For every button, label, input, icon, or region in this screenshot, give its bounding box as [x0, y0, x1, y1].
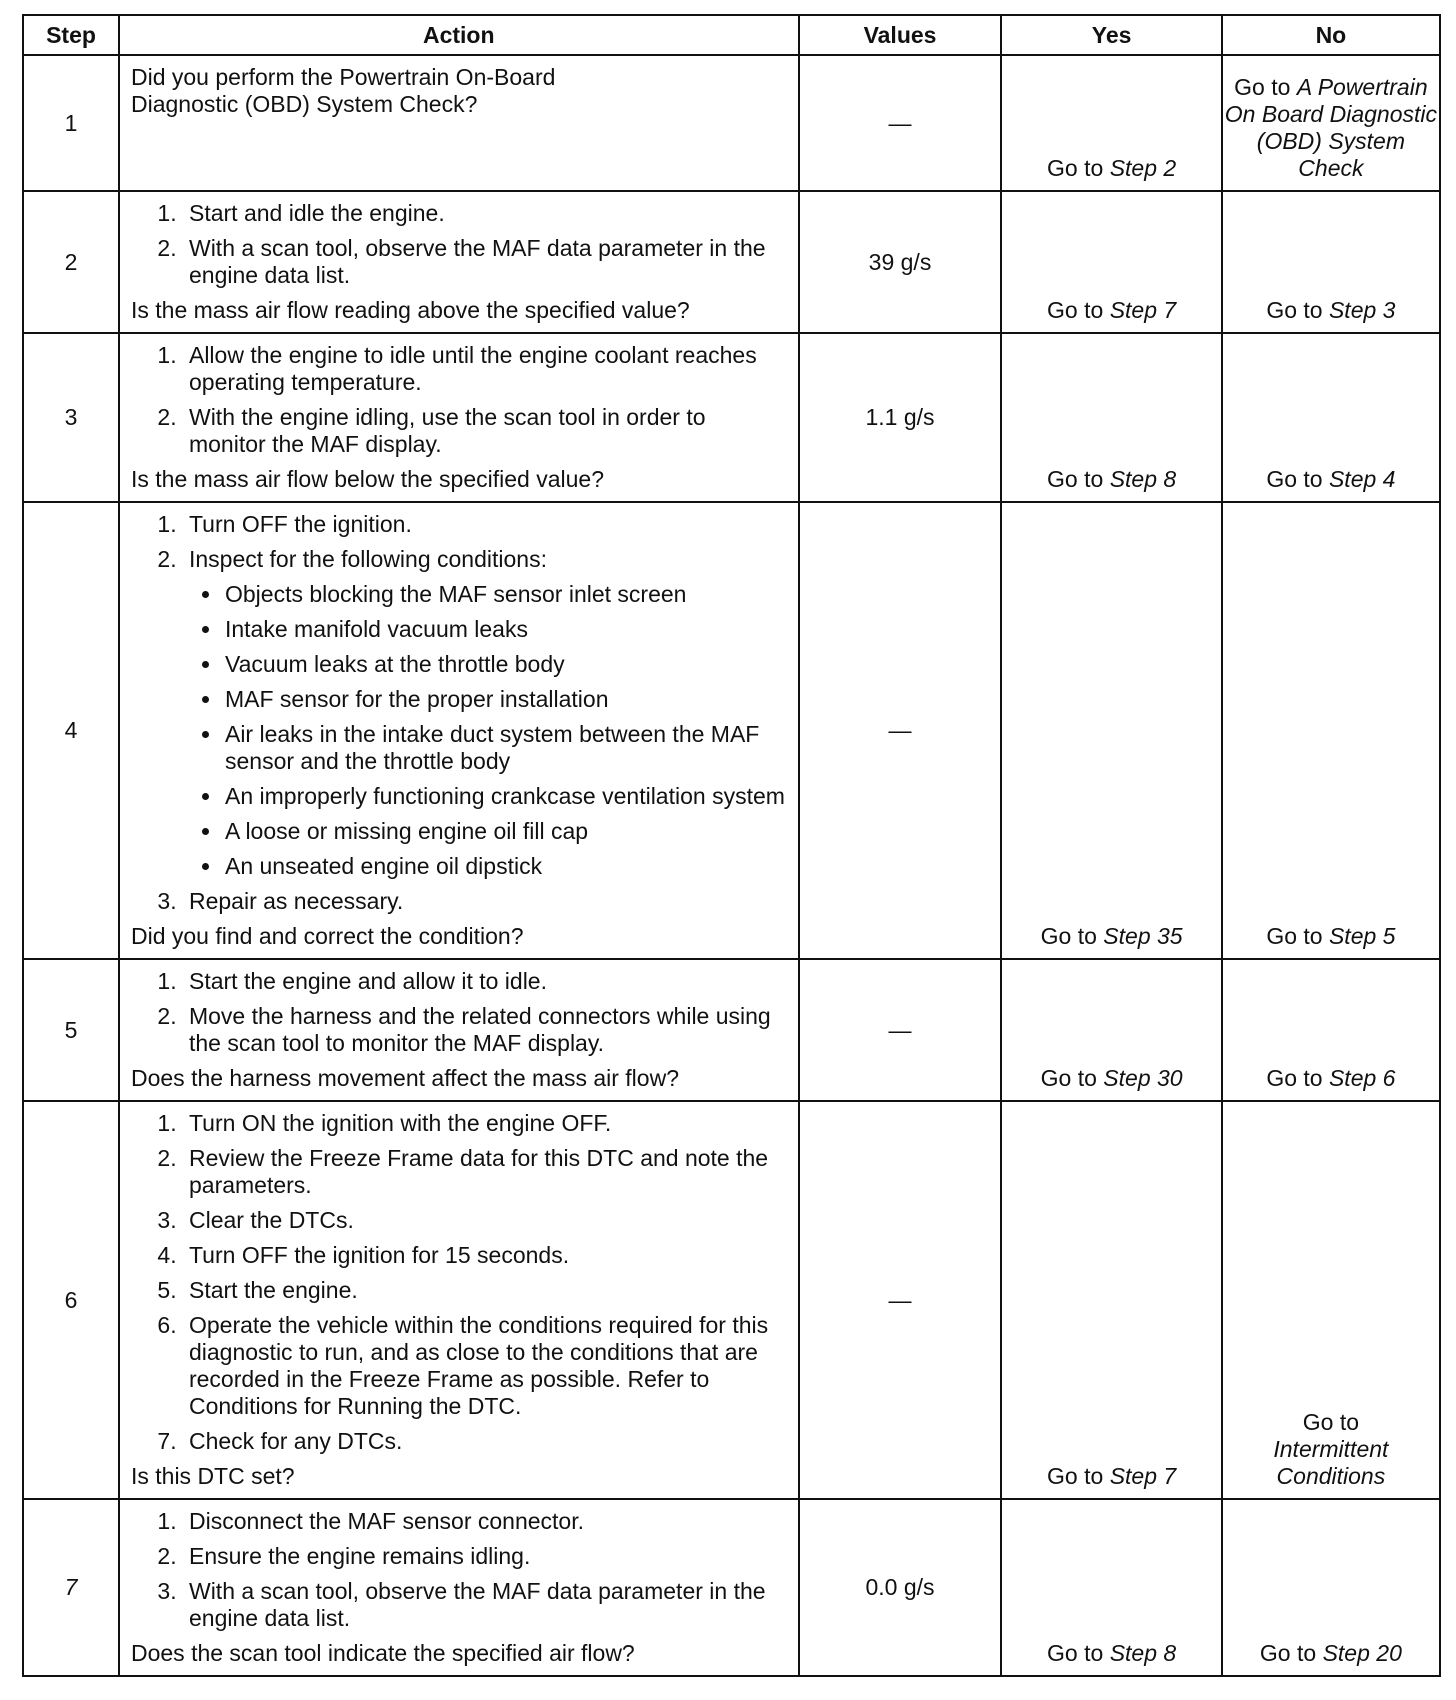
value-cell: — — [799, 55, 1002, 191]
yes-cell — [1001, 191, 1221, 333]
no-cell — [1222, 959, 1440, 1101]
header-action: Action — [119, 15, 799, 55]
action-step — [183, 546, 786, 880]
action-cell — [119, 502, 799, 959]
condition-item: • Vacuum leaks at the throttle body — [223, 651, 786, 678]
action-steps — [131, 1508, 786, 1632]
action-cell — [119, 333, 799, 502]
action-step: 1. Start the engine and allow it to idle. — [183, 968, 786, 995]
condition-item: • Intake manifold vacuum leaks — [223, 616, 786, 643]
action-step: 7. Check for any DTCs. — [183, 1428, 786, 1455]
table-row — [23, 1101, 1440, 1499]
no-cell — [1222, 333, 1440, 502]
action-step: 1. Turn OFF the ignition. — [183, 511, 786, 538]
yes-link[interactable]: Step 7 — [1109, 297, 1177, 323]
yes-cell — [1001, 502, 1221, 959]
table-row — [23, 55, 1440, 191]
action-cell — [119, 1499, 799, 1676]
go-to-text: Go to — [1047, 466, 1104, 492]
action-steps — [131, 1110, 786, 1455]
action-step: 2. Move the harness and the related connectors while using the scan tool to monitor the MAF display. — [183, 1003, 786, 1057]
action-step: 2. With the engine idling, use the scan tool in order to monitor the MAF display. — [183, 404, 786, 458]
condition-item: • Objects blocking the MAF sensor inlet screen — [223, 581, 786, 608]
yes-link[interactable]: Step 35 — [1103, 923, 1183, 949]
action-step: 1. Disconnect the MAF sensor connector. — [183, 1508, 786, 1535]
value-cell: 0.0 g/s — [799, 1499, 1002, 1676]
header-values: Values — [799, 15, 1002, 55]
yes-link[interactable]: Step 8 — [1109, 1640, 1177, 1666]
condition-list — [189, 581, 786, 880]
condition-item: • Air leaks in the intake duct system between the MAF sensor and the throttle body — [223, 721, 786, 775]
step-number: 2 — [23, 191, 119, 333]
yes-link[interactable]: Step 8 — [1109, 466, 1177, 492]
header-step: Step — [23, 15, 119, 55]
go-to-text: Go to — [1047, 297, 1104, 323]
action-step: 3. Clear the DTCs. — [183, 1207, 786, 1234]
action-step: 3. Repair as necessary. — [183, 888, 786, 915]
no-link[interactable]: Step 5 — [1328, 923, 1396, 949]
yes-cell — [1001, 959, 1221, 1101]
action-step: 1. Turn ON the ignition with the engine OFF. — [183, 1110, 786, 1137]
action-step: 4. Turn OFF the ignition for 15 seconds. — [183, 1242, 786, 1269]
yes-cell — [1001, 333, 1221, 502]
action-steps — [131, 342, 786, 458]
step-number: 5 — [23, 959, 119, 1101]
action-step-text: Inspect for the following conditions: — [188, 546, 547, 572]
condition-item: • A loose or missing engine oil fill cap — [223, 818, 786, 845]
action-step: 3. With a scan tool, observe the MAF data parameter in the engine data list. — [183, 1578, 786, 1632]
value-cell: — — [799, 1101, 1002, 1499]
go-to-text: Go to — [1040, 923, 1097, 949]
step-number: 1 — [23, 55, 119, 191]
action-steps — [131, 511, 786, 915]
action-cell — [119, 55, 799, 191]
step-number: 7 — [23, 1499, 119, 1676]
action-cell — [119, 1101, 799, 1499]
no-link[interactable]: Intermittent Conditions — [1273, 1436, 1389, 1489]
yes-link[interactable]: Step 2 — [1109, 155, 1177, 181]
no-link[interactable]: Step 20 — [1322, 1640, 1402, 1666]
table-row — [23, 191, 1440, 333]
header-row — [23, 15, 1440, 55]
yes-cell — [1001, 1499, 1221, 1676]
yes-cell — [1001, 55, 1221, 191]
go-to-text: Go to — [1266, 923, 1323, 949]
go-to-text: Go to — [1259, 1640, 1317, 1666]
action-question: Is the mass air flow below the specified value? — [130, 466, 605, 492]
table-row — [23, 959, 1440, 1101]
action-step: 5. Start the engine. — [183, 1277, 786, 1304]
header-no: No — [1222, 15, 1440, 55]
go-to-text: Go to — [1047, 1640, 1104, 1666]
no-link[interactable]: Step 6 — [1328, 1065, 1396, 1091]
action-step: 1. Start and idle the engine. — [183, 200, 786, 227]
action-step: 2. Review the Freeze Frame data for this DTC and note the parameters. — [183, 1145, 786, 1199]
action-question: Is this DTC set? — [130, 1463, 295, 1489]
condition-item: • An improperly functioning crankcase ventilation system — [223, 783, 786, 810]
action-step: 2. With a scan tool, observe the MAF data parameter in the engine data list. — [183, 235, 786, 289]
no-link[interactable]: Step 4 — [1328, 466, 1396, 492]
action-question: Does the scan tool indicate the specified air flow? — [130, 1640, 635, 1666]
value-cell: 1.1 g/s — [799, 333, 1002, 502]
go-to-text: Go to — [1302, 1409, 1360, 1435]
condition-item: • An unseated engine oil dipstick — [223, 853, 786, 880]
go-to-text: Go to — [1040, 1065, 1097, 1091]
no-link[interactable]: Step 3 — [1328, 297, 1396, 323]
action-question: Does the harness movement affect the mass air flow? — [130, 1065, 679, 1091]
no-cell — [1222, 1101, 1440, 1499]
yes-link[interactable]: Step 7 — [1109, 1463, 1177, 1489]
no-cell — [1222, 1499, 1440, 1676]
action-step: 2. Ensure the engine remains idling. — [183, 1543, 786, 1570]
action-steps — [131, 200, 786, 289]
step-number: 3 — [23, 333, 119, 502]
table-row — [23, 1499, 1440, 1676]
no-link[interactable]: A Powertrain On Board Diagnostic (OBD) System Check — [1224, 74, 1438, 181]
table-row — [23, 333, 1440, 502]
no-cell — [1222, 55, 1440, 191]
value-cell: 39 g/s — [799, 191, 1002, 333]
header-yes: Yes — [1001, 15, 1221, 55]
go-to-text: Go to — [1266, 1065, 1323, 1091]
action-question: Is the mass air flow reading above the specified value? — [130, 297, 690, 323]
step-number: 4 — [23, 502, 119, 959]
action-question: Did you perform the Powertrain On-Board Diagnostic (OBD) System Check? — [130, 64, 556, 117]
action-step: 1. Allow the engine to idle until the engine coolant reaches operating temperature. — [183, 342, 786, 396]
yes-cell — [1001, 1101, 1221, 1499]
yes-link[interactable]: Step 30 — [1103, 1065, 1183, 1091]
no-cell — [1222, 502, 1440, 959]
go-to-text: Go to — [1047, 155, 1104, 181]
condition-item: • MAF sensor for the proper installation — [223, 686, 786, 713]
value-cell: — — [799, 959, 1002, 1101]
step-number: 6 — [23, 1101, 119, 1499]
go-to-text: Go to — [1266, 466, 1323, 492]
action-question: Did you find and correct the condition? — [130, 923, 524, 949]
table-row — [23, 502, 1440, 959]
go-to-text: Go to — [1047, 1463, 1104, 1489]
action-cell — [119, 959, 799, 1101]
value-cell: — — [799, 502, 1002, 959]
go-to-text: Go to — [1266, 297, 1323, 323]
go-to-text: Go to — [1234, 74, 1291, 100]
no-cell — [1222, 191, 1440, 333]
action-cell — [119, 191, 799, 333]
action-step: 6. Operate the vehicle within the conditions required for this diagnostic to run, and as close to the conditions that are recorded in the Freeze Frame as possible. Refer to Conditions for Running the DTC. — [183, 1312, 786, 1420]
diagnostic-table — [22, 14, 1441, 1677]
action-steps — [131, 968, 786, 1057]
